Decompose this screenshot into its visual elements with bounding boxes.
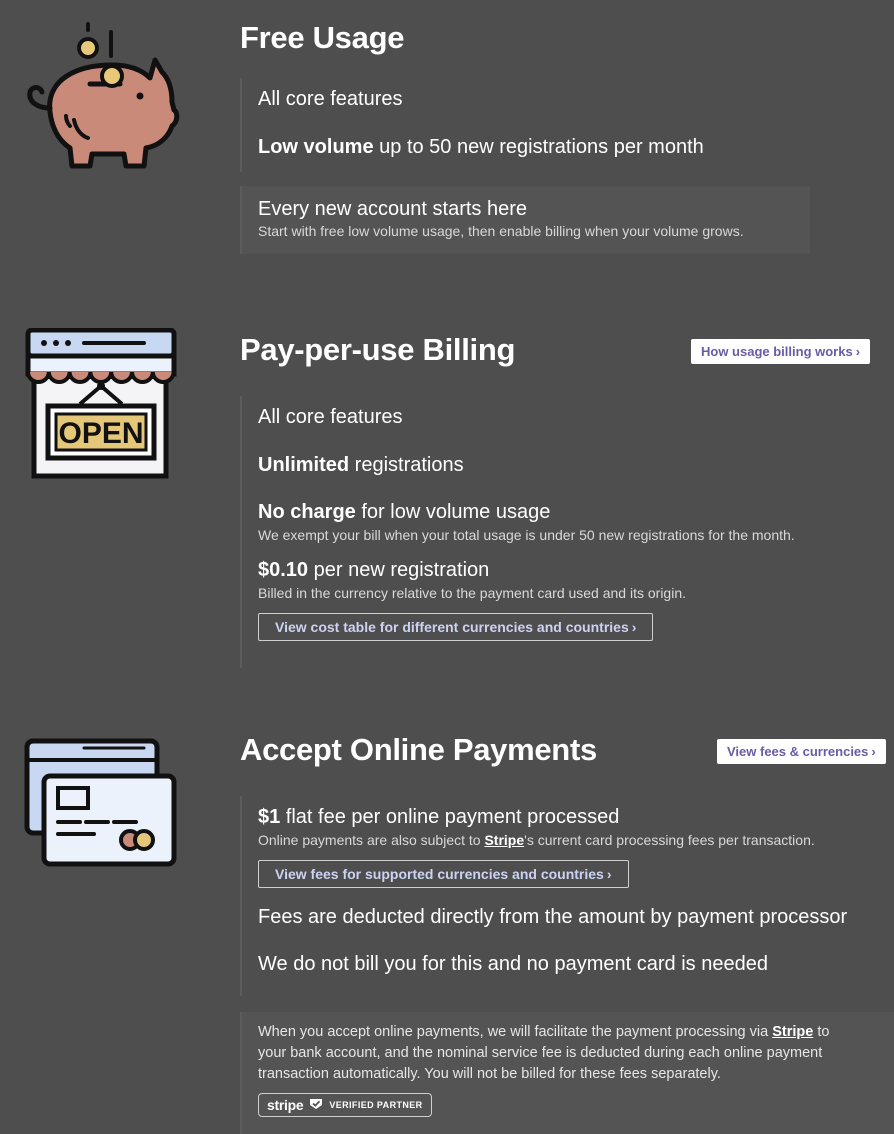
view-supported-currencies-button[interactable] (258, 860, 629, 888)
card-text: When you accept online payments, we will facilitate the payment processing via Stripe to your bank account, and the nominal service fee is deducted during each online payment transaction automatically. You will not be billed for these fees separately. (258, 1024, 830, 1082)
feature-item: All core features (258, 406, 403, 428)
view-cost-table-button[interactable] (258, 613, 653, 641)
open-sign-text: OPEN (58, 417, 144, 450)
feature-item: $0.10 per new registration (258, 559, 490, 581)
how-usage-billing-button[interactable] (691, 339, 870, 364)
shield-check-icon (309, 1098, 323, 1113)
billing-title: Pay-per-use Billing (240, 332, 516, 367)
button-label: View fees for supported currencies and countries (275, 866, 604, 882)
chevron-right-icon: › (855, 344, 861, 359)
credit-card-icon (24, 738, 178, 873)
stripe-link[interactable]: Stripe (484, 832, 525, 848)
chevron-right-icon: › (606, 866, 612, 882)
stripe-link[interactable]: Stripe (772, 1024, 814, 1040)
button-label: How usage billing works (701, 344, 853, 359)
card-heading: Every new account starts here (258, 198, 528, 220)
feature-note: We exempt your bill when your total usage is under 50 new registrations for the month. (258, 527, 795, 543)
view-fees-currencies-button[interactable] (717, 739, 886, 764)
feature-item: Low volume up to 50 new registrations per month (258, 136, 704, 158)
feature-note: Online payments are also subject to Stripe's current card processing fees per transaction. (258, 832, 815, 848)
open-shop-icon (24, 328, 178, 485)
feature-item: No charge for low volume usage (258, 501, 551, 523)
payments-features (240, 796, 847, 996)
billing-features (240, 396, 795, 668)
free-info-card (240, 186, 810, 254)
payments-title: Accept Online Payments (240, 732, 597, 767)
chevron-right-icon: › (871, 744, 876, 759)
payments-info-card (240, 1012, 894, 1134)
free-usage-title: Free Usage (240, 20, 405, 55)
feature-note: Billed in the currency relative to the payment card used and its origin. (258, 585, 687, 601)
feature-item: Fees are deducted directly from the amount by payment processor (258, 906, 848, 928)
chevron-right-icon: › (631, 619, 637, 635)
feature-item: $1 flat fee per online payment processed (258, 806, 620, 828)
feature-bold: Low volume (258, 136, 374, 158)
button-label: View cost table for different currencies and countries (275, 619, 629, 635)
button-label: View fees & currencies (727, 744, 869, 759)
free-features (240, 78, 704, 172)
feature-item: All core features (258, 88, 403, 110)
stripe-verified-partner-badge (258, 1093, 432, 1117)
card-text: Start with free low volume usage, then enable billing when your volume grows. (258, 223, 744, 239)
stripe-logo: stripe (267, 1097, 304, 1113)
feature-item: Unlimited registrations (258, 454, 464, 476)
feature-item: We do not bill you for this and no payment card is needed (258, 953, 768, 975)
piggy-bank-icon (22, 20, 182, 180)
badge-label: VERIFIED PARTNER (329, 1100, 423, 1110)
